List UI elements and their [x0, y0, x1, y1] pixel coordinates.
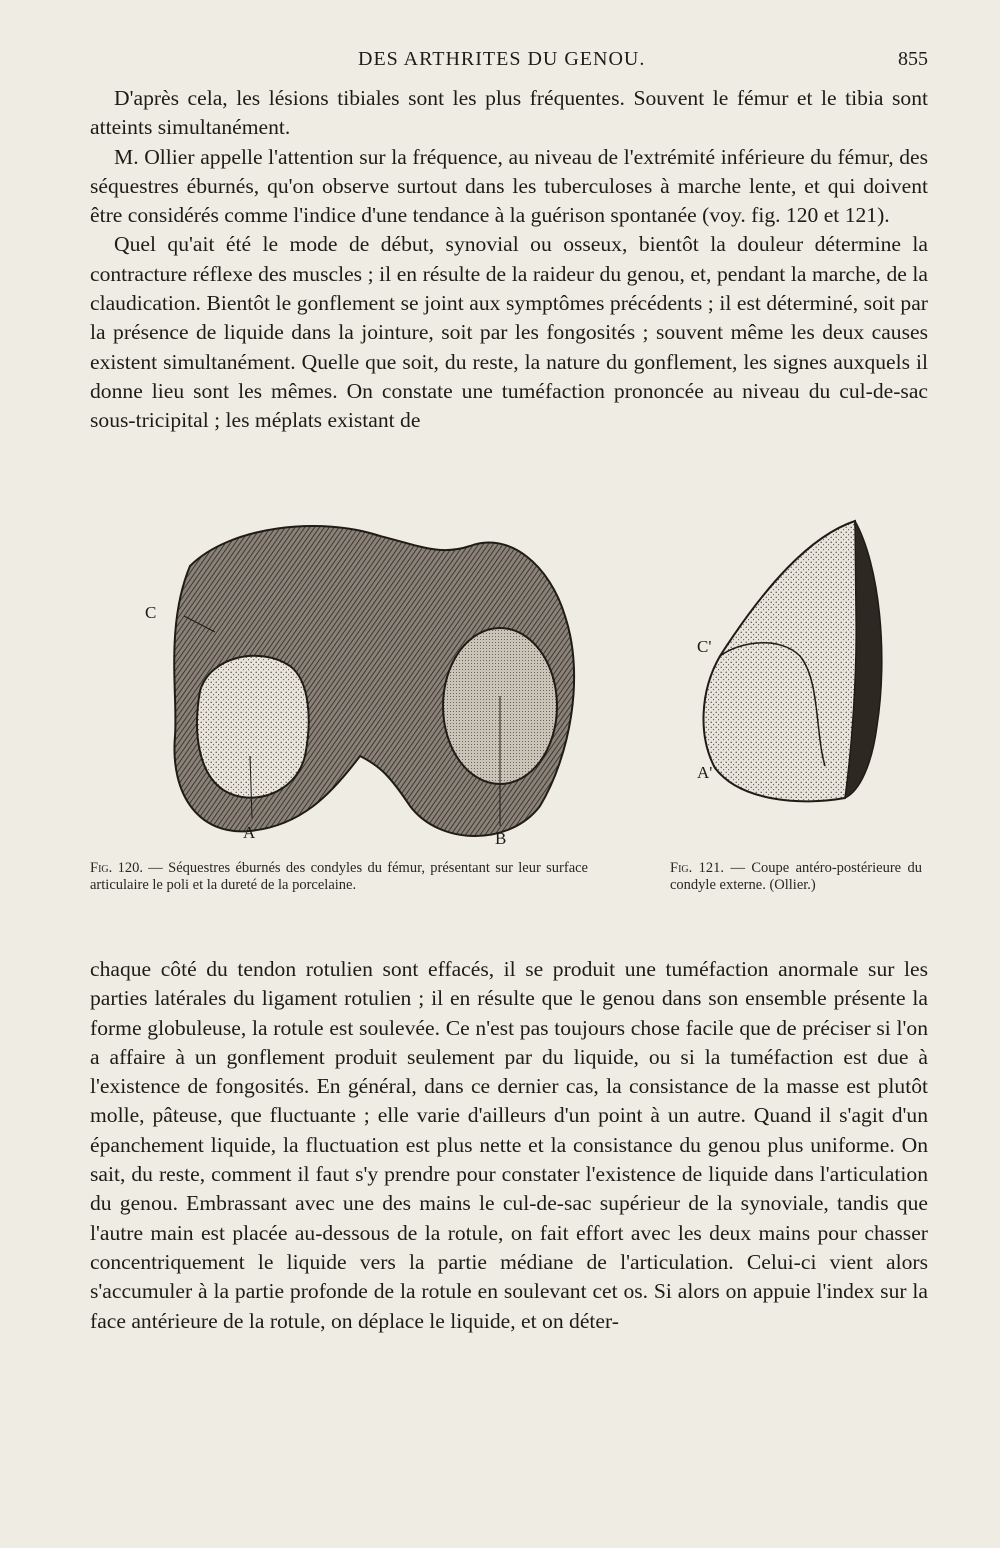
figure-121-label-a-prime: A' [697, 763, 713, 782]
figures [80, 506, 940, 856]
running-title: DES ARTHRITES DU GENOU. [358, 48, 646, 70]
figure-121-label-c-prime: C' [697, 637, 712, 656]
running-header [90, 48, 928, 76]
figure-121-drawing [704, 521, 882, 801]
paragraph: D'après cela, les lésions tibiales sont les plus fréquentes. Souvent le fémur et le tibia sont atteints simultanément. [90, 86, 928, 140]
page-number: 855 [898, 48, 928, 70]
paragraph: M. Ollier appelle l'attention sur la fréquence, au niveau de l'extrémité inférieure du fémur, des séquestres éburnés, qu'on observe surtout dans les tuberculoses à marche lente, et qui doivent être considérés comme l'indice d'une tendance à la guérison spontanée (voy. fig. 120 et 121). [90, 144, 928, 228]
figure-120-caption-text: — Séquestres éburnés des condyles du fémur, présentant sur leur surface articulaire le poli et la dureté de la porcelaine. [90, 860, 588, 893]
figure-120-caption [90, 860, 588, 894]
body-text-top [90, 84, 928, 436]
paragraph: chaque côté du tendon rotulien sont effacés, il se produit une tuméfaction anormale sur les parties latérales du ligament rotulien ; il en résulte que le genou dans son ensemble présente la forme globuleuse, la rotule est soulevée. Ce n'est pas toujours chose facile que de préciser si l'on a affaire à un gonflement produit seulement par du liquide, ou si la tuméfaction est due à l'existence de fongosités. En général, dans ce dernier cas, la consistance de la masse est plutôt molle, pâteuse, que fluctuante ; elle varie d'ailleurs d'un point à un autre. Quand il s'agit d'un épanchement liquide, la fluctuation est plus nette et la consistance du genou plus uniforme. On sait, du reste, comment il faut s'y prendre pour constater l'existence de liquide dans l'articulation du genou. Embrassant avec une des mains le cul-de-sac supérieur de la synoviale, tandis que l'autre main est placée au-dessous de la rotule, on fait effort avec les deux mains pour chasser concentriquement le liquide vers la partie médiane de l'articulation. Celui-ci vient alors s'accumuler à la partie profonde de la rotule en soulevant cet os. Si alors on appuie l'index sur la face antérieure de la rotule, on déplace le liquide, et on déter- [90, 957, 928, 1333]
paragraph: Quel qu'ait été le mode de début, synovial ou osseux, bientôt la douleur détermine la contracture réflexe des muscles ; il en résulte de la raideur du genou, et, pendant la marche, de la claudication. Bientôt le gonflement se joint aux symptômes précédents ; il est déterminé, soit par la présence de liquide dans la jointure, soit par les fongosités ; souvent même les deux causes existent simultanément. Quelle que soit, du reste, la nature du gonflement, les signes auxquels il donne lieu sont les mêmes. On constate une tuméfaction prononcée au niveau du cul-de-sac sous-tricipital ; les méplats existant de [90, 232, 928, 433]
figure-120-label-b: B [495, 829, 507, 848]
figures-illustration [80, 506, 940, 856]
figure-120-caption-label: Fig. 120. [90, 860, 143, 876]
figure-121-caption-label: Fig. 121. [670, 860, 725, 876]
body-text-bottom [90, 955, 928, 1336]
figure-121-caption [670, 860, 922, 894]
figure-120-label-c: C [145, 603, 157, 622]
figure-121-caption-text: — Coupe antéro-postérieure du condyle externe. (Ollier.) [670, 860, 922, 893]
figure-120-drawing [174, 526, 574, 836]
figure-120-label-a: A [243, 823, 256, 842]
